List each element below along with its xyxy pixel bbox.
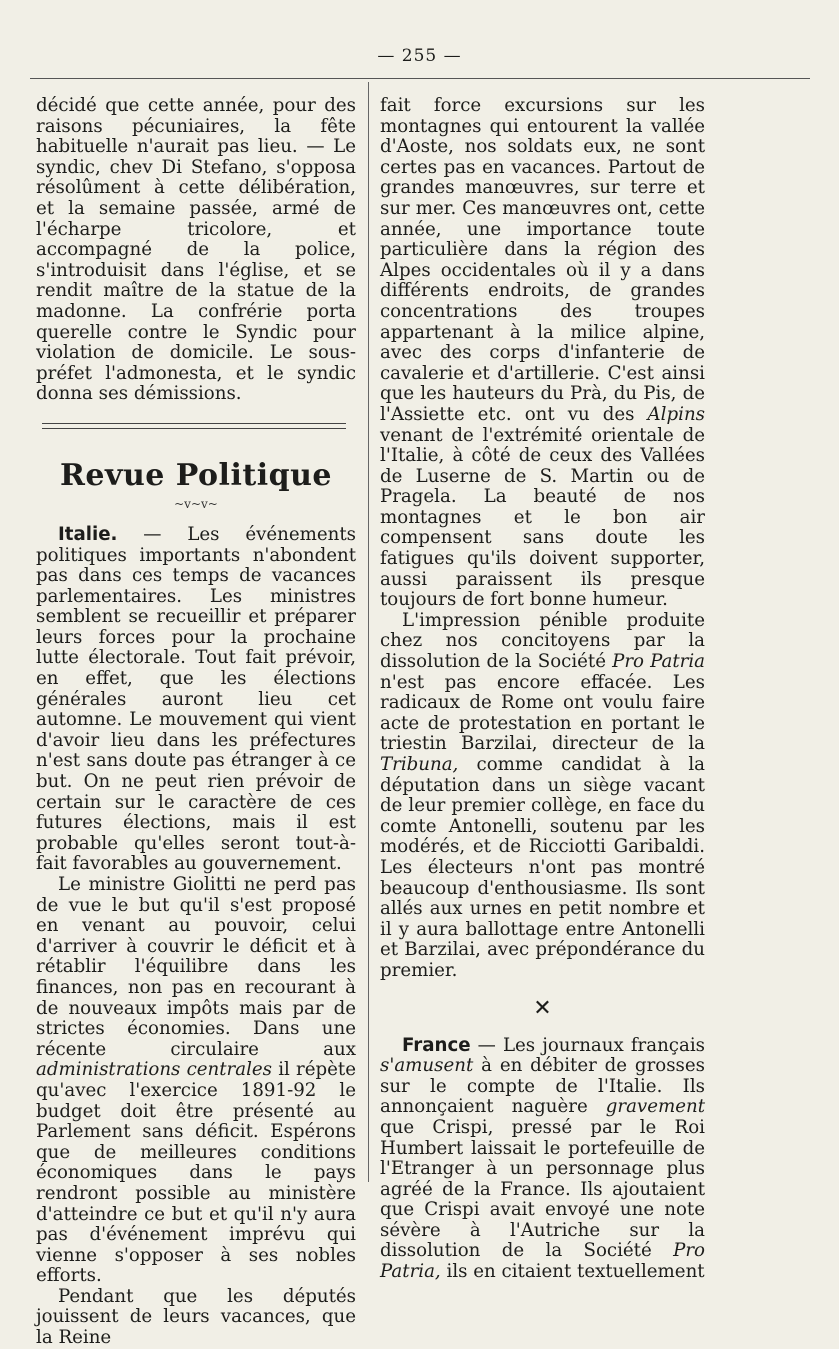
section-title: Revue Politique — [60, 457, 332, 493]
manoeuvres-paragraph — [380, 96, 705, 611]
page-number: — 255 — — [377, 46, 462, 66]
separator-mark: ✕ — [533, 995, 552, 1021]
left-column — [36, 96, 356, 1349]
pro-patria-italic: Pro Patria — [612, 651, 705, 673]
france-lead: France — [402, 1034, 471, 1056]
italie-paragraph — [36, 525, 356, 875]
manoeuvres-text-end: venant de l'extrémité orientale de l'Italie, à côté de ceux des Vallées de Luserne de S. Martin ou de Pragela. La beauté de nos montagnes et le bon air compensent sans doute les fatigues qu'ils doivent supporter, aussi paraissent ils presque toujours de fort bonne humeur. — [380, 424, 705, 611]
samusent-italic: s'amusent — [380, 1055, 474, 1077]
intro-paragraph: décidé que cette année, pour des raisons pécuniaires, la fête habituelle n'aurait pas lieu. — Le syndic, chev Di Stefano, s'opposa résolûment à cette délibération, et la semaine passée, armé de l'écharpe tricolore, et accompagné de la police, s'introduisit dans l'église, et se rendit maître de la statue de la madonne. La confrérie porta querelle contre le Syndic pour violation de domicile. Le sous-préfet l'admonesta, et le syndic donna ses démissions. — [36, 95, 356, 405]
title-flourish: ~v~v~ — [174, 496, 218, 511]
column-divider — [368, 82, 369, 1182]
giolitti-text: Le ministre Giolitti ne perd pas de vue le but qu'il s'est proposé en venant au pouvoir, celui d'arriver à couvrir le déficit et à rétablir l'équilibre dans les finances, non pas en recourant à de nouveaux impôts mais par de strictes économies. Dans une récente circulaire aux — [36, 874, 356, 1060]
giolitti-text-end: il répète qu'avec l'exercice 1891-92 le budget doit être présenté au Parlement sans déficit. Espérons que de meilleures conditions économiques dans le pays rendront possible au ministère d'atteindre ce but et qu'il n'y aura pas d'événement imprévu qui vienne s'opposer à ses nobles efforts. — [36, 1059, 356, 1287]
deputes-paragraph: Pendant que les députés jouissent de leurs vacances, que la Reine — [36, 1285, 356, 1349]
giolitti-italic: administrations centrales — [36, 1059, 273, 1081]
section-rule — [42, 423, 346, 429]
pro-patria-text-b: n'est pas encore effacée. Les radicaux de Rome ont voulu faire acte de protestation en portant le triestin Barzilai, directeur de la — [380, 671, 705, 755]
france-text-c: que Crispi, pressé par le Roi Humbert laissait le portefeuille de l'Etranger à un personnage plus agréé de la France. Ils ajoutaient que Crispi avait envoyé une note sévère à l'Autriche sur la dissolution de la Société — [380, 1116, 705, 1262]
france-text-a: — Les journaux français — [470, 1034, 705, 1056]
header-rule — [30, 78, 810, 79]
pro-patria-italic-2: Pro Patria, — [380, 1240, 705, 1283]
right-column — [380, 96, 705, 1283]
tribuna-italic: Tribuna, — [380, 754, 459, 775]
france-paragraph — [380, 1036, 705, 1283]
france-text-b: à en débiter de grosses sur le compte de l'Italie. Ils annonçaient naguère — [380, 1055, 705, 1118]
gravement-italic: gravement — [605, 1096, 705, 1118]
pro-patria-text-a: L'impression pénible produite chez nos concitoyens par la dissolution de la Société — [380, 609, 705, 673]
pro-patria-text-c: comme candidat à la députation dans un siège vacant de leur premier collège, en face du comte Antonelli, soutenu par les modérés, et de Ricciotti Garibaldi. Les électeurs n'ont pas montré beaucoup d'enthousiasme. Ils sont allés aux urnes en petit nombre et il y aura ballottage entre Antonelli et Barzilai, avec prépondérance du premier. — [380, 754, 705, 981]
italie-text: — Les événements politiques importants n'abondent pas dans ces temps de vacances parlementaires. Les ministres semblent se recueillir et préparer leurs forces pour la prochaine lutte électorale. Tout fait prévoir, en effet, que les élections générales auront lieu cet automne. Le mouvement qui vient d'avoir lieu dans les préfectures n'est sans doute pas étranger à ce but. On ne peut rien prévoir de certain sur le caractère de ces futures élections, mais il est probable qu'elles seront tout-à-fait favorables au gouvernement. — [36, 523, 356, 875]
pro-patria-paragraph — [380, 611, 705, 982]
manoeuvres-text: fait force excursions sur les montagnes qui entourent la vallée d'Aoste, nos soldats eux, ne sont certes pas en vacances. Partout de grandes manœuvres, sur terre et sur mer. Ces manœuvres ont, cette année, une importance toute particulière dans la région des Alpes occidentales où il y a dans différents endroits, de grandes concentrations des troupes appartenant à la milice alpine, avec des corps d'infanterie de cavalerie et d'artillerie. C'est ainsi que les hauteurs du Prà, du Pis, de l'Assiette etc. ont vu des — [380, 95, 705, 425]
alpins-italic: Alpins — [647, 403, 705, 425]
france-text-d: ils en citaient textuellement — [440, 1261, 705, 1283]
giolitti-paragraph — [36, 875, 356, 1287]
italie-lead: Italie. — [58, 523, 118, 545]
